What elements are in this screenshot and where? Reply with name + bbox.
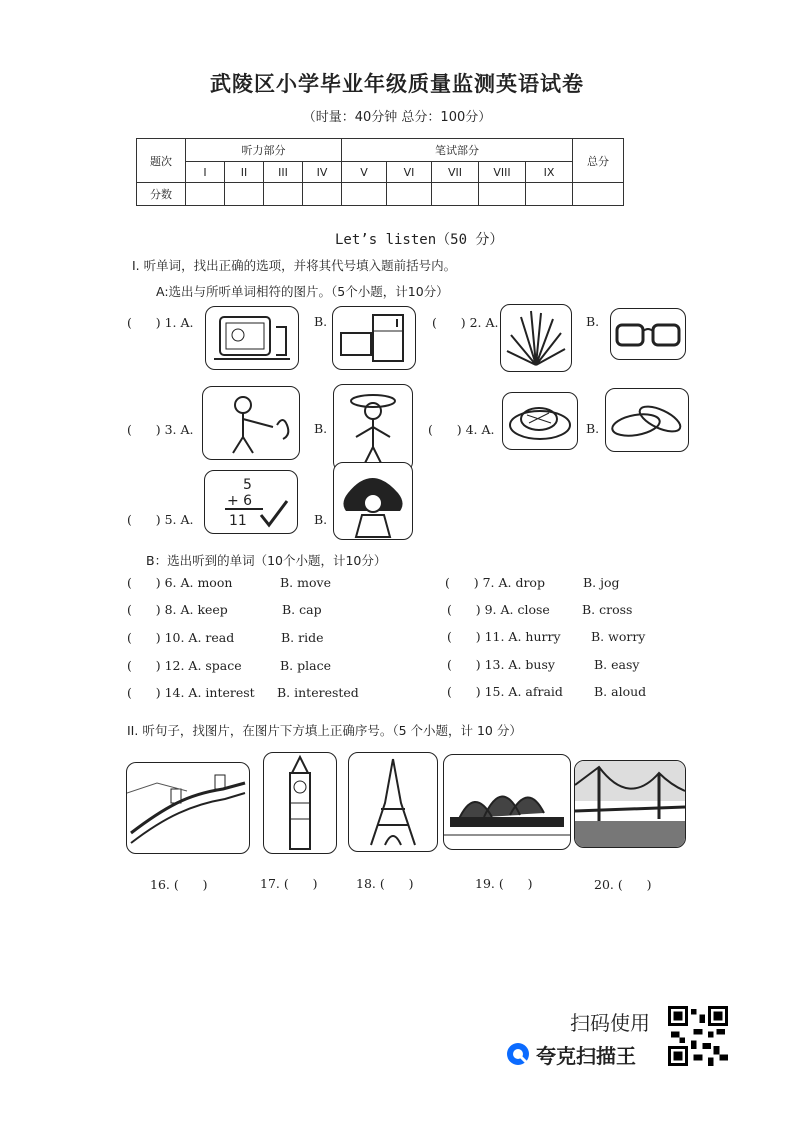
score-table-writing: 笔试部分 [342,139,573,162]
brand-text: 夸克扫描王 [536,1044,636,1068]
partA-heading: A:选出与所听单词相符的图片。（5个小题，计10分） [156,284,449,299]
question-13-b: B. easy [594,657,640,672]
answer-17[interactable]: 17. ( ) [260,876,318,891]
score-cell[interactable] [573,183,624,206]
page-subtitle: （时量：40分钟 总分：100分） [302,110,492,125]
firefighter-icon [202,386,300,460]
bread-icon [605,388,689,452]
question-11-a: ( ) 11. A. hurry [447,629,561,644]
scan-to-use-text: 扫码使用 [570,1011,650,1035]
question-10-b: B. ride [281,630,324,645]
question-6-a: ( ) 6. A. moon [127,575,233,590]
score-cell[interactable] [526,183,573,206]
question-4-label: ( ) 4. A. [428,422,495,437]
score-table-numeral: IX [526,162,573,183]
question-13-a: ( ) 13. A. busy [447,657,555,672]
glasses-icon [610,308,686,360]
question-2-label: ( ) 2. A. [432,315,499,330]
question-1-b: B. [314,314,328,329]
score-cell[interactable] [387,183,432,206]
part2-heading: II. 听句子，找图片，在图片下方填上正确序号。（5 个小题，计 10 分） [127,723,522,738]
svg-text:+ 6: + 6 [227,493,253,509]
question-8-b: B. cap [282,602,322,617]
question-9-b: B. cross [582,602,633,617]
question-14-a: ( ) 14. A. interest [127,685,255,700]
question-15-a: ( ) 15. A. afraid [447,684,563,699]
page-title: 武陵区小学毕业年级质量监测英语试卷 [210,72,584,96]
question-12-a: ( ) 12. A. space [127,658,242,673]
question-7-a: ( ) 7. A. drop [445,575,545,590]
score-table-numeral: III [264,162,303,183]
quark-logo-icon [506,1042,530,1066]
question-5-label: ( ) 5. A. [127,512,194,527]
score-table [136,138,624,206]
score-table-row-label: 分数 [137,183,186,206]
steak-icon [502,392,578,450]
answer-20[interactable]: 20. ( ) [594,877,652,892]
tv-icon [205,306,299,370]
score-table-col-label: 题次 [137,139,186,183]
question-4-b: B. [586,421,600,436]
question-3-b: B. [314,421,328,436]
question-10-a: ( ) 10. A. read [127,630,235,645]
question-8-a: ( ) 8. A. keep [127,602,228,617]
partB-heading: B：选出听到的单词（10个小题，计10分） [146,553,387,568]
score-cell[interactable] [342,183,387,206]
score-table-numeral: II [225,162,264,183]
girl-icon [333,462,413,540]
fridge-icon [332,306,416,370]
score-table-numeral: VII [432,162,479,183]
eiffel-tower-icon [348,752,438,852]
question-9-a: ( ) 9. A. close [447,602,550,617]
question-2-b: B. [586,314,600,329]
listening-section-title: Let’s listen（50 分） [335,232,504,248]
question-15-b: B. aloud [594,684,647,699]
svg-text:11: 11 [229,513,247,529]
score-table-numeral: I [186,162,225,183]
sydney-opera-house-icon [443,754,571,850]
question-12-b: B. place [280,658,331,673]
score-cell[interactable] [225,183,264,206]
qr-code-icon[interactable] [668,1006,728,1066]
score-cell[interactable] [432,183,479,206]
answer-18[interactable]: 18. ( ) [356,876,414,891]
svg-text:5: 5 [243,477,252,493]
score-cell[interactable] [479,183,526,206]
score-table-numeral: VI [387,162,432,183]
question-6-b: B. move [280,575,331,590]
score-table-numeral: IV [303,162,342,183]
question-1-label: ( ) 1. A. [127,315,194,330]
score-table-listening: 听力部分 [186,139,342,162]
grass-icon [500,304,572,372]
answer-19[interactable]: 19. ( ) [475,876,533,891]
score-table-numeral: VIII [479,162,526,183]
score-cell[interactable] [303,183,342,206]
answer-16[interactable]: 16. ( ) [150,877,208,892]
question-14-b: B. interested [277,685,359,700]
part1-heading: I. 听单词，找出正确的选项，并将其代号填入题前括号内。 [132,258,457,273]
question-3-label: ( ) 3. A. [127,422,194,437]
great-wall-icon [126,762,250,854]
question-11-b: B. worry [591,629,646,644]
score-cell[interactable] [186,183,225,206]
farmer-icon [333,384,413,472]
score-table-numeral: V [342,162,387,183]
question-5-b: B. [314,512,328,527]
score-cell[interactable] [264,183,303,206]
math-sum-icon [204,470,298,534]
golden-gate-bridge-icon [574,760,686,848]
score-table-total: 总分 [573,139,624,183]
big-ben-icon [263,752,337,854]
question-7-b: B. jog [583,575,620,590]
